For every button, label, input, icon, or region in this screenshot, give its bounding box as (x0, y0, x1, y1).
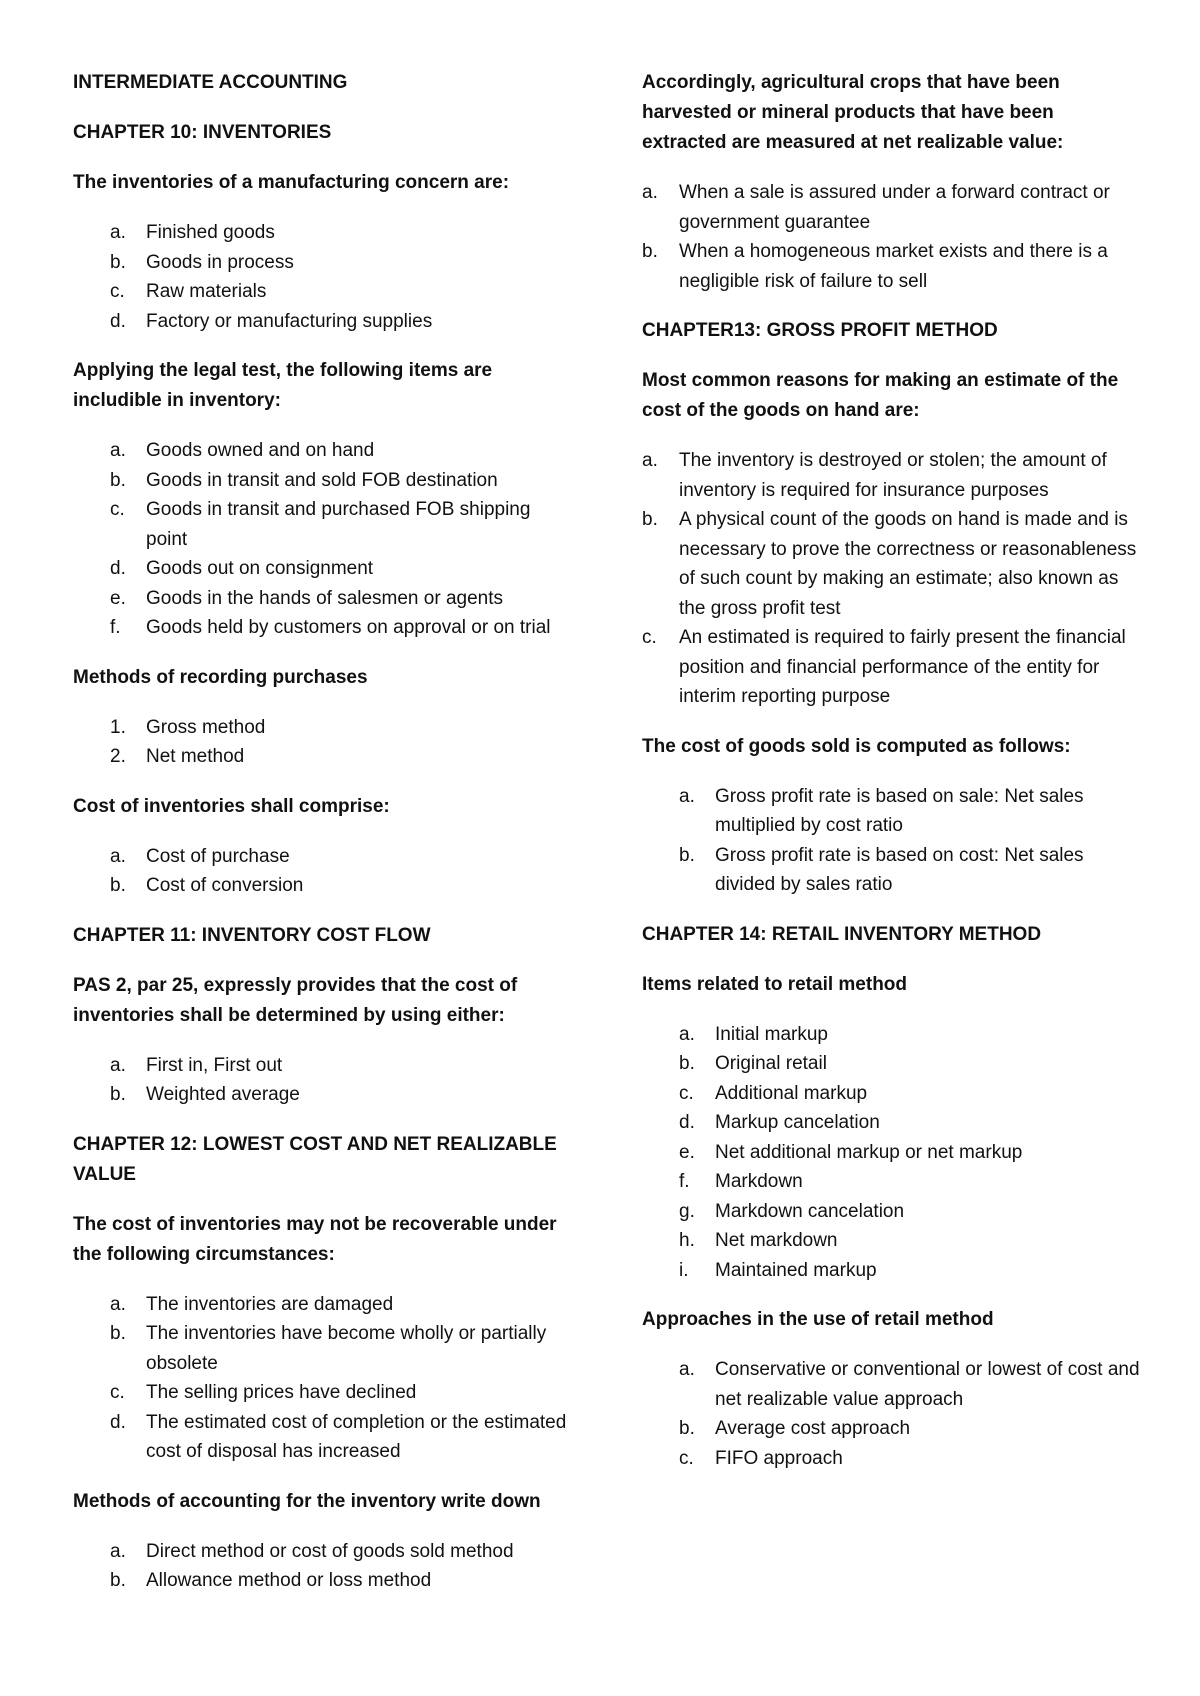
list-marker: b. (110, 875, 126, 896)
list-item (73, 307, 573, 337)
list-item (73, 842, 573, 872)
list-item-text: Cost of purchase (146, 845, 290, 867)
left-column (73, 68, 573, 1616)
list-item (642, 841, 1142, 900)
list-item-text: Additional markup (715, 1082, 868, 1104)
right-list (642, 1020, 1142, 1286)
list-item-text: Gross method (146, 716, 266, 738)
list-item (73, 1290, 573, 1320)
list-item-text: Markup cancelation (715, 1112, 880, 1133)
list-item-text: Gross profit rate is based on cost: Net sales divided by sales ratio (715, 844, 1084, 895)
list-marker: 2. (110, 746, 126, 767)
list-item (642, 1197, 1142, 1227)
list-item (73, 1378, 573, 1408)
left-list (73, 713, 573, 772)
list-item (73, 495, 573, 554)
list-item-text: Initial markup (715, 1023, 828, 1045)
list-item (642, 1414, 1142, 1444)
list-marker: f. (679, 1171, 690, 1192)
list-marker: c. (110, 1382, 125, 1403)
list-item-text: Goods owned and on hand (146, 440, 375, 461)
list-item (73, 218, 573, 248)
list-marker: a. (679, 1023, 695, 1045)
list-item (73, 871, 573, 901)
list-marker: b. (110, 1084, 126, 1105)
left-section-heading: Cost of inventories shall comprise: (73, 795, 390, 817)
list-item (73, 1080, 573, 1110)
list-item-text: Conservative or conventional or lowest of cost and net realizable value approach (715, 1359, 1140, 1410)
list-item (642, 1256, 1142, 1286)
list-item (642, 1444, 1142, 1474)
left-section-heading: CHAPTER 10: INVENTORIES (73, 122, 332, 143)
list-item (73, 742, 573, 772)
right-section-heading: The cost of goods sold is computed as follows: (642, 735, 1071, 757)
list-marker: a. (110, 1540, 126, 1562)
list-item (642, 237, 1142, 296)
left-section-heading: CHAPTER 11: INVENTORY COST FLOW (73, 924, 431, 946)
list-item-text: When a sale is assured under a forward contract or government guarantee (679, 182, 1110, 233)
list-marker: a. (110, 222, 126, 243)
list-marker: a. (110, 845, 126, 867)
list-item (642, 1355, 1142, 1414)
left-list (73, 842, 573, 901)
list-item (642, 1226, 1142, 1256)
list-item (73, 713, 573, 743)
list-item-text: The inventories have become wholly or partially obsolete (146, 1323, 547, 1374)
list-item (73, 1319, 573, 1378)
list-marker: 1. (110, 716, 126, 738)
list-item (642, 505, 1142, 623)
right-section-heading: Approaches in the use of retail method (642, 1309, 994, 1330)
list-marker: c. (110, 281, 125, 302)
list-marker: a. (110, 440, 126, 461)
list-item (73, 1051, 573, 1081)
list-item-text: Direct method or cost of goods sold method (146, 1540, 514, 1562)
right-section-heading: Items related to retail method (642, 973, 908, 995)
list-marker: h. (679, 1230, 695, 1251)
list-item (73, 613, 573, 643)
list-item (73, 554, 573, 584)
list-item (73, 436, 573, 466)
list-item-text: Cost of conversion (146, 875, 304, 896)
list-marker: b. (642, 241, 658, 262)
list-marker: b. (110, 1570, 126, 1591)
list-item (642, 623, 1142, 712)
list-marker: a. (110, 1054, 126, 1076)
list-item (642, 1167, 1142, 1197)
list-marker: b. (679, 1418, 695, 1439)
left-list (73, 436, 573, 643)
list-item-text: Finished goods (146, 222, 275, 243)
list-item (73, 277, 573, 307)
list-item (73, 466, 573, 496)
list-marker: d. (679, 1112, 695, 1133)
list-item-text: A physical count of the goods on hand is made and is necessary to prove the correctness or reasonableness of such count by making an estimate; also known as the gross profit test (679, 509, 1137, 619)
list-marker: a. (642, 182, 658, 203)
list-marker: b. (642, 509, 658, 530)
list-marker: e. (679, 1141, 695, 1163)
list-marker: e. (110, 587, 126, 609)
list-item-text: Net markdown (715, 1230, 838, 1251)
list-item-text: Allowance method or loss method (146, 1570, 432, 1591)
left-section-heading: The cost of inventories may not be recoverable under the following circumstances: (73, 1213, 557, 1265)
list-marker: d. (110, 558, 126, 579)
list-item-text: First in, First out (146, 1054, 283, 1076)
left-section-heading: Methods of accounting for the inventory write down (73, 1490, 541, 1512)
list-item (73, 1537, 573, 1567)
list-marker: c. (642, 627, 657, 648)
list-marker: a. (679, 785, 695, 807)
list-item (642, 178, 1142, 237)
list-item-text: Net method (146, 746, 245, 767)
list-marker: b. (679, 1053, 695, 1074)
list-item-text: When a homogeneous market exists and there is a negligible risk of failure to sell (679, 241, 1108, 292)
list-item (642, 782, 1142, 841)
document-title: INTERMEDIATE ACCOUNTING (73, 72, 348, 93)
list-item (73, 584, 573, 614)
list-marker: c. (679, 1447, 694, 1469)
list-marker: a. (679, 1359, 695, 1380)
left-list (73, 1537, 573, 1596)
list-item-text: Markdown cancelation (715, 1200, 905, 1222)
list-marker: b. (110, 251, 126, 273)
list-item (642, 1138, 1142, 1168)
list-marker: i. (679, 1259, 689, 1281)
list-marker: f. (110, 617, 121, 638)
list-item-text: The inventory is destroyed or stolen; the amount of inventory is required for insurance purposes (679, 450, 1107, 501)
list-marker: a. (110, 1293, 126, 1315)
list-marker: d. (110, 1411, 126, 1433)
right-column (642, 68, 1142, 1493)
list-item-text: Raw materials (146, 281, 267, 302)
left-section-heading: Methods of recording purchases (73, 666, 368, 688)
left-section-heading: PAS 2, par 25, expressly provides that the cost of inventories shall be determined by using either: (73, 974, 518, 1026)
list-marker: c. (679, 1082, 694, 1104)
list-item-text: Original retail (715, 1053, 827, 1074)
list-item-text: Markdown (715, 1171, 803, 1192)
list-marker: b. (110, 469, 126, 491)
right-list (642, 178, 1142, 296)
list-item-text: Goods held by customers on approval or on trial (146, 617, 551, 638)
list-item-text: The inventories are damaged (146, 1293, 394, 1315)
list-marker: b. (679, 844, 695, 866)
right-section-heading: Accordingly, agricultural crops that have been harvested or mineral products that have been extracted are measured at net realizable value: (642, 72, 1064, 153)
list-item (73, 1566, 573, 1596)
list-item-text: Average cost approach (715, 1418, 911, 1439)
list-marker: d. (110, 310, 126, 332)
list-item-text: The estimated cost of completion or the estimated cost of disposal has increased (146, 1411, 567, 1462)
list-item-text: Net additional markup or net markup (715, 1141, 1023, 1163)
list-item-text: Goods in transit and sold FOB destination (146, 469, 498, 491)
right-section-heading: CHAPTER13: GROSS PROFIT METHOD (642, 320, 998, 341)
left-section-heading: Applying the legal test, the following items are includible in inventory: (73, 360, 493, 411)
right-list (642, 1355, 1142, 1473)
list-item-text: Factory or manufacturing supplies (146, 310, 433, 332)
list-marker: c. (110, 499, 125, 520)
list-item-text: Goods out on consignment (146, 558, 374, 579)
list-item (642, 1108, 1142, 1138)
list-item (642, 1020, 1142, 1050)
list-item-text: The selling prices have declined (146, 1382, 417, 1403)
list-item-text: Maintained markup (715, 1259, 877, 1281)
list-item-text: An estimated is required to fairly present the financial position and financial performance of the entity for interim reporting purpose (679, 627, 1126, 707)
right-list (642, 446, 1142, 712)
list-marker: a. (642, 450, 658, 471)
right-section-heading: Most common reasons for making an estimate of the cost of the goods on hand are: (642, 370, 1119, 421)
list-item-text: Goods in transit and purchased FOB shipping point (146, 499, 531, 550)
list-item (642, 1079, 1142, 1109)
left-list (73, 218, 573, 336)
list-item (73, 248, 573, 278)
left-section-heading: CHAPTER 12: LOWEST COST AND NET REALIZABLE VALUE (73, 1133, 557, 1185)
list-item (73, 1408, 573, 1467)
list-item-text: Goods in process (146, 251, 294, 273)
right-list (642, 782, 1142, 900)
list-item-text: Weighted average (146, 1084, 300, 1105)
list-marker: g. (679, 1200, 695, 1222)
left-list (73, 1051, 573, 1110)
list-item-text: FIFO approach (715, 1447, 843, 1469)
list-item-text: Goods in the hands of salesmen or agents (146, 587, 504, 609)
list-item-text: Gross profit rate is based on sale: Net sales multiplied by cost ratio (715, 785, 1084, 836)
list-item (642, 1049, 1142, 1079)
left-section-heading: The inventories of a manufacturing concern are: (73, 172, 510, 193)
list-item (642, 446, 1142, 505)
left-list (73, 1290, 573, 1467)
list-marker: b. (110, 1323, 126, 1344)
right-section-heading: CHAPTER 14: RETAIL INVENTORY METHOD (642, 923, 1042, 945)
